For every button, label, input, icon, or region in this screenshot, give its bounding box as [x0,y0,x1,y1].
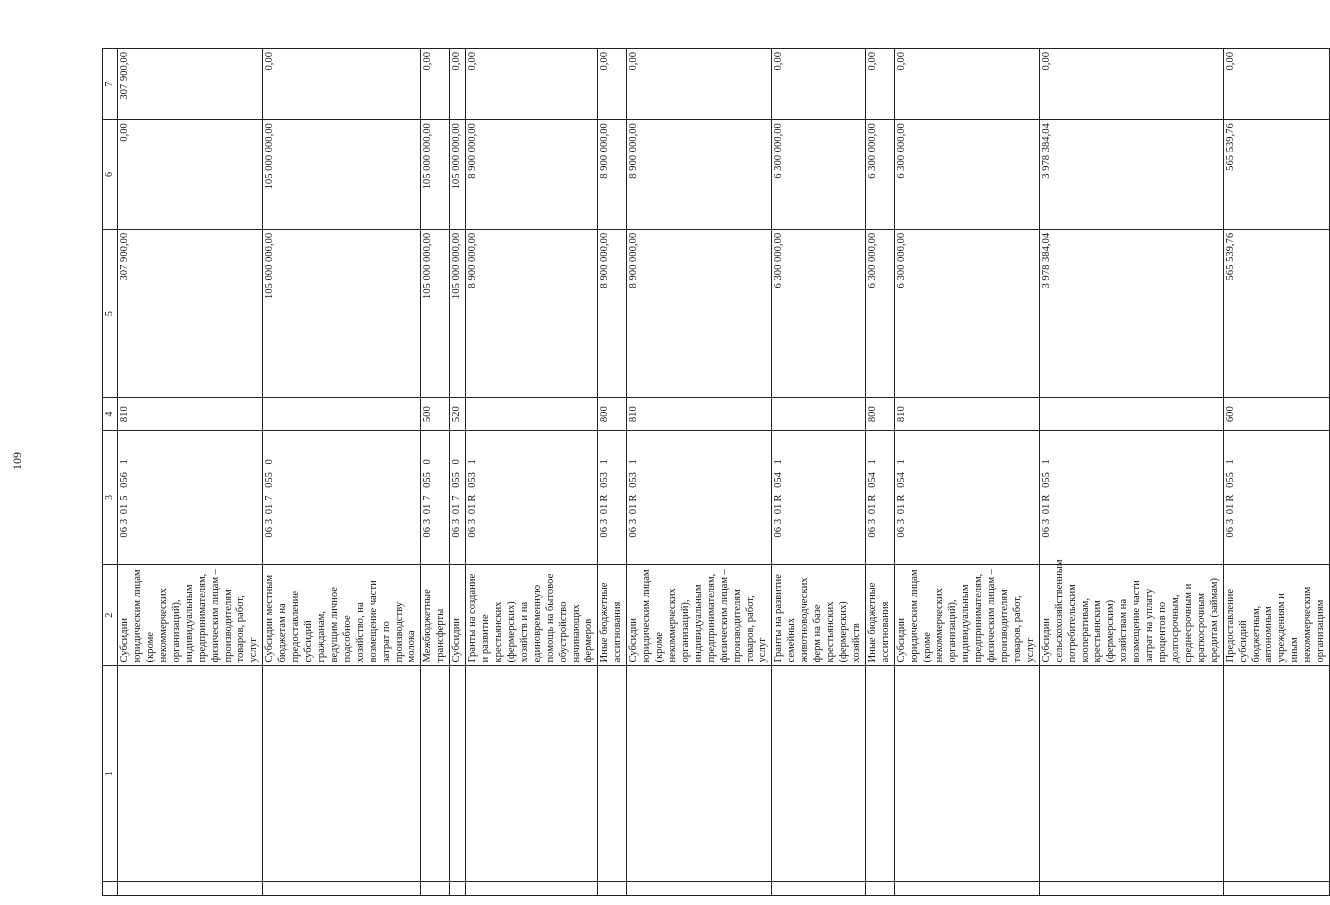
col-num-3: 3 [103,430,118,564]
code-part: 0 [264,459,276,465]
cell-col7: 0,00 [598,49,627,120]
cell-expense-type: 800 [598,398,627,430]
code-part: 5 [119,495,131,501]
cell-col7: 0,00 [627,49,772,120]
cell-col7: 0,00 [894,49,1039,120]
code-part: 1 [866,459,878,465]
code-part: 01 [628,503,640,515]
code-part: 3 [895,518,907,525]
cell-expense-type: 810 [627,398,772,430]
cell-col6: 105 000 000,00 [263,120,421,230]
table-row [450,49,466,896]
code-part: 01 [895,503,907,515]
code-part: 1 [1224,459,1236,465]
cell-col7: 0,00 [1223,49,1329,120]
table-row [263,49,421,896]
code-part: 055 [451,472,463,488]
code-part: 1 [1040,459,1052,465]
cell-col6: 8 900 000,00 [598,120,627,230]
code-part: 1 [773,459,785,465]
code-part: 1 [599,459,611,465]
code-part: R [628,494,640,502]
code-part: 7 [451,495,463,501]
cell-col1 [894,666,1039,881]
cell-expense-type: 520 [450,398,466,430]
cell-col1 [1223,666,1329,881]
cell-expense-type: 800 [865,398,894,430]
cell-name: Субсидии [450,564,466,666]
cell-expense-type: 500 [421,398,450,430]
cell-expense-type: 810 [118,398,263,430]
code-part: 053 [599,472,611,488]
code-part: 06 [422,526,434,538]
code-part: 0 [451,459,463,465]
col-num-2: 2 [103,564,118,666]
cell-col7: 0,00 [865,49,894,120]
table-row [598,49,627,896]
cell-col5: 8 900 000,00 [627,229,772,398]
cell-col6: 565 539,76 [1223,120,1329,230]
code-part: 1 [895,459,907,465]
code-part: 06 [1224,526,1236,538]
cell-col7: 0,00 [1039,49,1223,120]
table-row [865,49,894,896]
cell-col1 [1039,666,1223,881]
code-part: 01 [866,503,878,515]
cell-col1 [466,666,598,881]
code-part: 055 [1040,472,1052,488]
code-part: 01 [1224,503,1236,515]
code-part: R [599,494,611,502]
code-part: 3 [773,518,785,525]
cell-col1 [118,666,263,881]
table-row [1039,49,1223,896]
cell-target-code [466,430,598,564]
cell-name: Субсидии юридическим лицам (кроме некоммерческих организаций), индивидуальным предпринимателям, физическим лицам – производителям товаров, работ, услуг [627,564,772,666]
cell-target-code [1039,430,1223,564]
code-part: 01 [422,503,434,515]
code-part: 01 [264,503,276,515]
code-part: 06 [773,526,785,538]
code-part: 055 [1224,472,1236,488]
cell-name: Межбюджетные трансферты [421,564,450,666]
cell-col1 [772,666,865,881]
cell-target-code [450,430,466,564]
cell-col5: 105 000 000,00 [450,229,466,398]
code-part: 06 [895,526,907,538]
cell-name: Субсидии юридическим лицам (кроме некоммерческих организаций), индивидуальным предпринимателям, физическим лицам – производителям товаров, работ, услуг [118,564,263,666]
col-num-4: 4 [103,398,118,430]
code-part: 1 [628,459,640,465]
cell-target-code [598,430,627,564]
code-part: 06 [1040,526,1052,538]
cell-col6: 8 900 000,00 [627,120,772,230]
code-part: 06 [451,526,463,538]
code-part: 06 [264,526,276,538]
cell-name: Субсидии юридическим лицам (кроме некоммерческих организаций), индивидуальным предпринимателям, физическим лицам – производителям товаров, работ, услуг [894,564,1039,666]
cell-name: Гранты на создание и развитие крестьянских (фермерских) хозяйств и на единовременную помощь на бытовое обустройство начинающих фермеров [466,564,598,666]
cell-col6: 105 000 000,00 [450,120,466,230]
cell-col5: 105 000 000,00 [263,229,421,398]
cell-target-code [772,430,865,564]
cell-expense-type: 810 [894,398,1039,430]
col-num-6: 6 [103,120,118,230]
code-part: 1 [119,459,131,465]
cell-name: Гранты на развитие семейных животноводческих ферм на базе крестьянских (фермерских) хозяйств [772,564,865,666]
cell-target-code [1223,430,1329,564]
cell-col6: 0,00 [118,120,263,230]
cell-col5: 6 300 000,00 [772,229,865,398]
code-part: 1 [467,459,479,465]
code-part: 01 [599,503,611,515]
code-part: 3 [1040,518,1052,525]
code-part: 055 [264,472,276,488]
code-part: R [1224,494,1236,502]
cell-expense-type [263,398,421,430]
cell-col1 [450,666,466,881]
cell-name: Субсидии сельскохозяйственным потребительским кооперативам, крестьянским (фермерским) хозяйствам на возмещение части затрат на уплату процентов по долгосрочным, среднесрочным и краткосрочным кредитам (займам) [1039,564,1223,666]
cell-col7: 0,00 [450,49,466,120]
cell-col1 [263,666,421,881]
cell-col5: 6 300 000,00 [894,229,1039,398]
cell-col7: 0,00 [466,49,598,120]
cell-name: Иные бюджетные ассигнования [598,564,627,666]
cell-col1 [421,666,450,881]
code-part: 054 [773,472,785,488]
code-part: R [1040,494,1052,502]
cell-col1 [598,666,627,881]
code-part: 3 [264,518,276,525]
code-part: 3 [866,518,878,525]
cell-col6: 105 000 000,00 [421,120,450,230]
code-part: 06 [467,526,479,538]
code-part: 7 [264,495,276,501]
table-row [894,49,1039,896]
code-part: 053 [628,472,640,488]
table-row [1223,49,1329,896]
cell-col5: 105 000 000,00 [421,229,450,398]
code-part: 01 [119,503,131,515]
code-part: 01 [1040,503,1052,515]
col-num-7: 7 [103,49,118,120]
cell-name: Иные бюджетные ассигнования [865,564,894,666]
code-part: 3 [451,518,463,525]
code-part: 06 [599,526,611,538]
code-part: 3 [422,518,434,525]
cell-col6: 6 300 000,00 [894,120,1039,230]
code-part: 06 [119,526,131,538]
cell-name: Предоставление субсидий бюджетным, автономным учреждениям и иным некоммерческим организациям [1223,564,1329,666]
cell-target-code [118,430,263,564]
cell-col5: 8 900 000,00 [466,229,598,398]
code-part: 01 [773,503,785,515]
cell-col5: 307 900,00 [118,229,263,398]
code-part: 056 [119,472,131,488]
code-part: 3 [119,518,131,525]
code-part: 053 [467,472,479,488]
table-row [627,49,772,896]
cell-col7: 0,00 [263,49,421,120]
cell-expense-type: 600 [1223,398,1329,430]
cell-expense-type [466,398,598,430]
code-part: 055 [422,472,434,488]
cell-col5: 6 300 000,00 [865,229,894,398]
code-part: R [773,494,785,502]
cell-col1 [865,666,894,881]
col-num-5: 5 [103,229,118,398]
cell-expense-type [772,398,865,430]
table-row [421,49,450,896]
code-part: 7 [422,495,434,501]
cell-name: Субсидии местным бюджетам на предоставление субсидий гражданам, ведущим личное подсобное хозяйство, на возмещение части затрат по производству молока [263,564,421,666]
table-row [772,49,865,896]
cell-col6: 6 300 000,00 [772,120,865,230]
cell-col7: 0,00 [421,49,450,120]
cell-col5: 3 978 384,04 [1039,229,1223,398]
code-part: R [866,494,878,502]
code-part: 3 [599,518,611,525]
code-part: 0 [422,459,434,465]
code-part: 06 [866,526,878,538]
cell-col5: 565 539,76 [1223,229,1329,398]
code-part: 01 [451,503,463,515]
code-part: R [895,494,907,502]
cell-expense-type [1039,398,1223,430]
cell-col6: 8 900 000,00 [466,120,598,230]
page-number: 109 [10,452,24,470]
code-part: 054 [866,472,878,488]
code-part: R [467,494,479,502]
cell-target-code [421,430,450,564]
table-row [466,49,598,896]
cell-target-code [894,430,1039,564]
cell-target-code [865,430,894,564]
code-part: 01 [467,503,479,515]
col-num-1: 1 [103,666,118,881]
cell-target-code [627,430,772,564]
cell-col6: 3 978 384,04 [1039,120,1223,230]
rotated-table-sheet [102,48,1327,896]
code-part: 3 [467,518,479,525]
code-part: 06 [628,526,640,538]
code-part: 054 [895,472,907,488]
cell-col5: 8 900 000,00 [598,229,627,398]
code-part: 3 [1224,518,1236,525]
budget-table [102,48,1330,896]
table-row [118,49,263,896]
column-number-row [103,49,118,896]
cell-col6: 6 300 000,00 [865,120,894,230]
code-part: 3 [628,518,640,525]
cell-target-code [263,430,421,564]
cell-col7: 307 900,00 [118,49,263,120]
cell-col1 [627,666,772,881]
cell-col7: 0,00 [772,49,865,120]
